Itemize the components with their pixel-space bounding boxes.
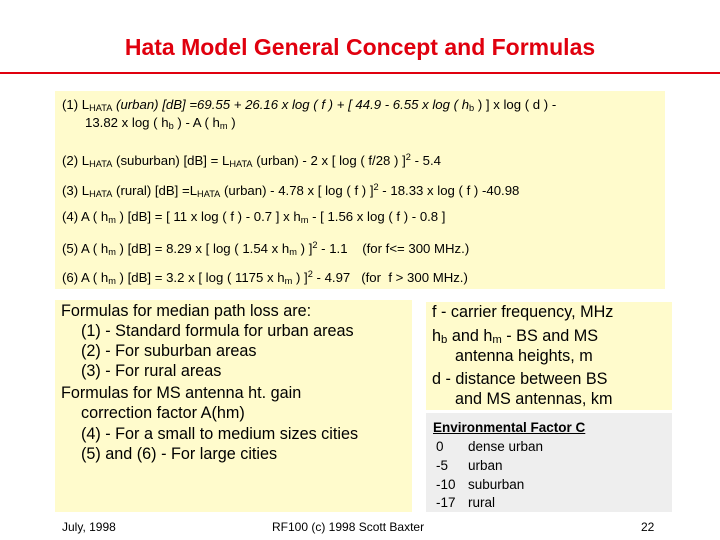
list-item: -5 urban xyxy=(436,458,503,473)
footer-date: July, 1998 xyxy=(62,520,116,534)
formula-1: (1) $L_{HATA}$ (urban) [dB] =69.55 + 26.16 x log ( f ) + [ 44.9 - 6.55 x log ( $h_b$ ) ] x log ( d ) - xyxy=(62,97,557,113)
note-item: (2) - For suburban areas xyxy=(81,342,257,360)
formula-4: (4) A ( $h_m$ ) [dB] = [ 11 x log ( f ) - 0.7 ] x $h_m$ - [ 1.56 x log ( f ) - 0.8 ] xyxy=(62,209,446,225)
page-title: Hata Model General Concept and Formulas xyxy=(124,34,596,60)
notes-panel xyxy=(55,300,412,512)
environment-factor-table xyxy=(426,413,672,512)
list-item: -10 suburban xyxy=(436,477,525,492)
title-rule xyxy=(0,72,720,74)
definitions-panel xyxy=(426,302,672,410)
note-item: (3) - For rural areas xyxy=(81,362,222,380)
page-number: 22 xyxy=(641,520,655,534)
notes-heading-gain: Formulas for MS antenna ht. gain xyxy=(61,384,302,402)
note-item: (4) - For a small to medium sizes cities xyxy=(81,425,359,443)
formula-5: (5) A ( $h_m$ ) [dB] = 8.29 x [ log ( 1.54 x $h_m$ ) ]$^2$ - 1.1 (for f<= 300 MHz.) xyxy=(62,240,470,257)
formula-6: (6) A ( $h_m$ ) [dB] = 3.2 x [ log ( 1175 x $h_m$ ) ]$^2$ - 4.97 (for f > 300 MHz.) xyxy=(62,269,468,286)
definition-distance-units: and MS antennas, km xyxy=(455,390,613,408)
definition-heights-units: antenna heights, m xyxy=(455,347,593,365)
note-item: (5) and (6) - For large cities xyxy=(81,445,278,463)
formula-panel xyxy=(55,91,665,289)
formula-1-continued: 13.82 x log ( $h_b$ ) - A ( $h_m$ ) xyxy=(85,115,236,131)
list-item: 0 dense urban xyxy=(436,439,544,454)
definition-frequency: f - carrier frequency, MHz xyxy=(432,303,614,321)
definition-distance: d - distance between BS xyxy=(432,370,608,388)
definition-heights: $h_b$ and $h_m$ - BS and MS xyxy=(432,327,599,346)
environment-factor-title: Environmental Factor C xyxy=(433,420,586,435)
list-item: -17 rural xyxy=(436,495,496,510)
note-item: correction factor A(hm) xyxy=(81,404,245,422)
footer-credit: RF100 (c) 1998 Scott Baxter xyxy=(272,520,425,534)
notes-heading-median: Formulas for median path loss are: xyxy=(61,302,312,320)
formula-2: (2) $L_{HATA}$ (suburban) $[dB] = L_{HATA}$ (urban) - 2 x [ log ( f/28 ) ]$^2$ - 5.4 xyxy=(62,152,441,169)
formula-3: (3) $L_{HATA}$ (rural) $[dB] =L_{HATA}$ (urban) - 4.78 x [ log ( f ) ]$^2$ - 18.33 x log ( f ) -40.98 xyxy=(62,182,520,199)
note-item: (1) - Standard formula for urban areas xyxy=(81,322,354,340)
